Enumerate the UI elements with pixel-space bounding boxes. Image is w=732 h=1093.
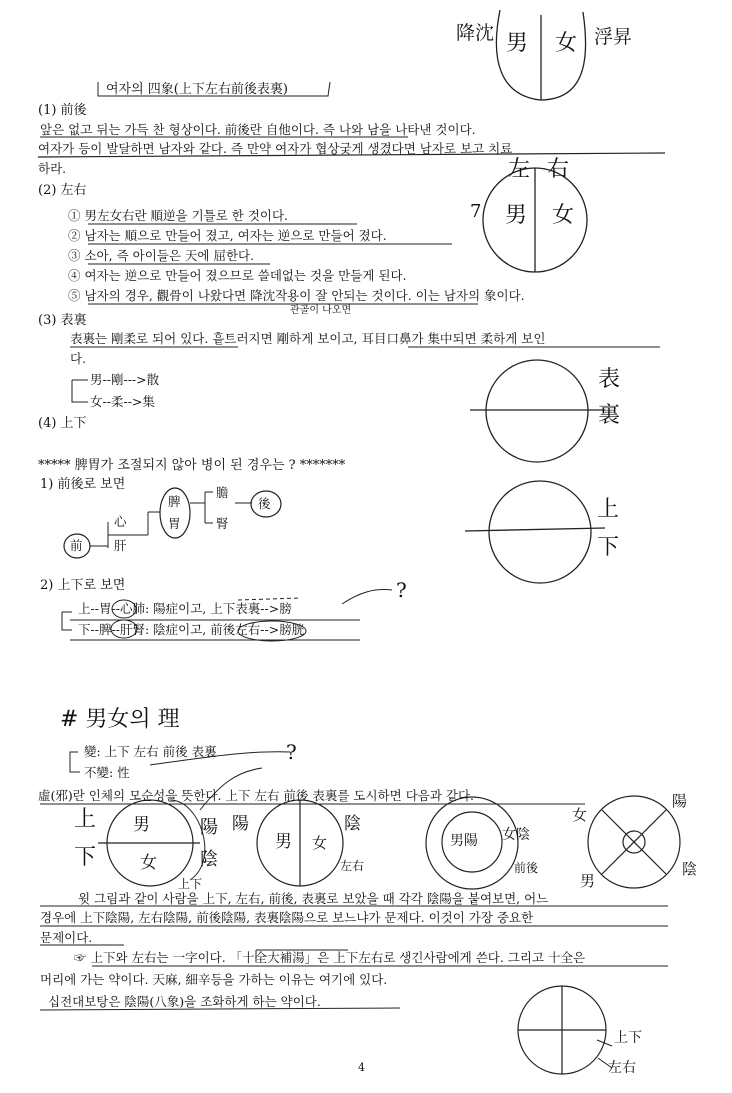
- d1-female-label: 女: [140, 853, 157, 873]
- d1-male-label: 男: [133, 815, 150, 835]
- page-number: 4: [358, 1061, 365, 1074]
- d2-female-label: 女: [312, 834, 328, 852]
- d2-male-label: 男: [275, 832, 292, 852]
- s5-sub1: 1) 前後로 보면: [40, 477, 126, 492]
- s6-line1: 虛(邪)란 인체의 모순성을 뜻한다. 上下 左右 前後 表裏를 도시하면 다음과 같다.: [38, 788, 475, 803]
- sx-circle: [489, 481, 591, 583]
- lr-left-label: 左: [508, 157, 531, 182]
- flow-gan: 肝: [114, 538, 127, 553]
- s2-item-4: ④ 여자는 逆으로 만들어 졌으므로 쓸데없는 것을 만들게 된다.: [68, 268, 407, 283]
- flow-xin: 心: [114, 514, 127, 529]
- d1-top-label: 上: [74, 807, 97, 832]
- s7-line1: 윗 그림과 같이 사람을 上下, 左右, 前後, 表裏로 보았을 때 각각 陰陽을 붙여보면, 어느: [78, 891, 549, 906]
- d2-caption: 左右: [340, 859, 365, 873]
- s5-row-2: 下--脾--肝腎: 陰症이고, 前後左右-->膀胱: [78, 622, 305, 637]
- s3-heading: (3) 表裏: [38, 313, 87, 328]
- d4-top-label: 女: [572, 806, 588, 824]
- s4-heading: (4) 上下: [38, 416, 87, 431]
- sx-top-label: 上: [597, 497, 620, 522]
- s7-line2: 경우에 上下陰陽, 左右陰陽, 前後陰陽, 表裏陰陽으로 보느냐가 문제다. 이것이 가장 중요한: [40, 910, 534, 925]
- top-left-label: 降沈: [456, 22, 495, 44]
- s3-map-1: 男--剛--->散: [90, 372, 160, 387]
- s6-question: ?: [286, 740, 297, 764]
- d4-right-bottom-label: 陰: [682, 860, 698, 878]
- d1-yang-label: 陽: [200, 817, 218, 838]
- d4-bottom-label: 男: [580, 872, 596, 890]
- s3-map-2: 女--柔-->集: [90, 394, 155, 409]
- s5-sub2: 2) 上下로 보면: [40, 578, 126, 593]
- s7-line6: 십전대보탕은 陰陽(八象)을 조화하게 하는 약이다.: [48, 994, 321, 1009]
- lr-female-label: 女: [552, 203, 575, 228]
- sx-circle-divider: [465, 528, 605, 531]
- bian-bracket: [70, 752, 80, 772]
- s2-item-2: ② 남자는 順으로 만들어 졌고, 여자는 逆으로 만들어 졌다.: [68, 228, 387, 243]
- row-bracket: [62, 612, 72, 630]
- flow-shen: 腎: [216, 516, 229, 531]
- d1-caption: 上下: [178, 877, 203, 891]
- s6-item2: 不變: 性: [84, 765, 130, 780]
- s6-heading: # 男女의 理: [60, 707, 180, 732]
- s5-question: ?: [396, 578, 407, 602]
- top-male-label: 男: [506, 31, 529, 56]
- d2-right-label: 陰: [344, 814, 361, 834]
- s2-item-1: ① 男左女右란 順逆을 기틀로 한 것이다.: [68, 208, 289, 223]
- s1-line3: 하라.: [38, 161, 67, 176]
- flow-pi: 脾: [168, 494, 181, 509]
- top-female-label: 女: [555, 31, 578, 56]
- s2-item-5: ⑤ 남자의 경우, 觀骨이 나왔다면 降沈작용이 잘 안되는 것이다. 이는 남자의 象이다.: [68, 288, 525, 303]
- biao-top-label: 表: [598, 367, 621, 392]
- s2-item-3: ③ 소아, 즉 아이들은 天에 屈한다.: [68, 248, 255, 263]
- lr-right-label: 右: [547, 157, 570, 182]
- dash-line: [238, 598, 300, 600]
- s2-heading: (2) 左右: [38, 183, 87, 198]
- s1-line2: 여자가 등이 발달하면 남자와 같다. 즉 만약 여자가 협상궂게 생겼다면 남자로 보고 치료: [38, 141, 513, 156]
- s7-line3: 문제이다.: [40, 930, 93, 945]
- s1-heading: (1) 前後: [38, 103, 87, 118]
- d3-center-label: 男陽: [450, 833, 478, 849]
- s1-line1: 앞은 없고 뒤는 가득 찬 형상이다. 前後란 自他이다. 즉 나와 남을 나타낸 것이다.: [40, 122, 476, 137]
- bottom-label-2: 左右: [608, 1060, 636, 1076]
- biao-circle: [486, 360, 588, 462]
- flow-hou: 後: [258, 496, 271, 511]
- section-title: 여자의 四象(上下左右前後表裏): [106, 82, 288, 97]
- flow-qian: 前: [70, 538, 83, 553]
- s5-heading: ***** 脾胃가 조절되지 않아 병이 된 경우는 ? *******: [38, 458, 346, 473]
- s3-line1: 表裏는 剛柔로 되어 있다. 흩트러지면 剛하게 보이고, 耳目口鼻가 集中되면 柔하게 보인: [70, 331, 546, 346]
- d3-right-label: 女陰: [502, 827, 530, 843]
- arrow-curve: [342, 590, 392, 604]
- s3-line2: 다.: [70, 351, 87, 366]
- lr-mark: 7: [470, 201, 482, 222]
- top-right-label: 浮昇: [594, 26, 633, 48]
- s7-line4: ☞ 上下와 左右는 一字이다. 「十全大補湯」은 上下左右로 생긴사람에게 쓴다. 그리고 十全은: [74, 950, 586, 965]
- sx-bottom-label: 下: [597, 535, 620, 560]
- d2-left-label: 陽: [232, 814, 249, 834]
- biao-bottom-label: 裏: [598, 403, 621, 428]
- s7-line5: 머리에 가는 약이다. 天麻, 細辛등을 가하는 이유는 여기에 있다.: [40, 972, 388, 987]
- s5-row-1: 上--胃--心肺: 陽症이고, 上下表裏-->膀: [78, 601, 292, 616]
- flow-dan: 膽: [216, 485, 229, 500]
- d3-caption: 前後: [514, 861, 539, 875]
- bottom-label-1: 上下: [614, 1030, 642, 1046]
- map-bracket: [72, 380, 88, 402]
- s2-note: 관골이 나오면: [290, 305, 352, 316]
- d1-bottom-label: 下: [74, 845, 97, 870]
- lr-male-label: 男: [505, 203, 528, 228]
- s6-item1: 變: 上下 左右 前後 表裏: [84, 744, 217, 759]
- d4-right-top-label: 陽: [672, 792, 688, 810]
- d1-yin-label: 陰: [200, 849, 218, 870]
- flow-wei: 胃: [168, 516, 181, 531]
